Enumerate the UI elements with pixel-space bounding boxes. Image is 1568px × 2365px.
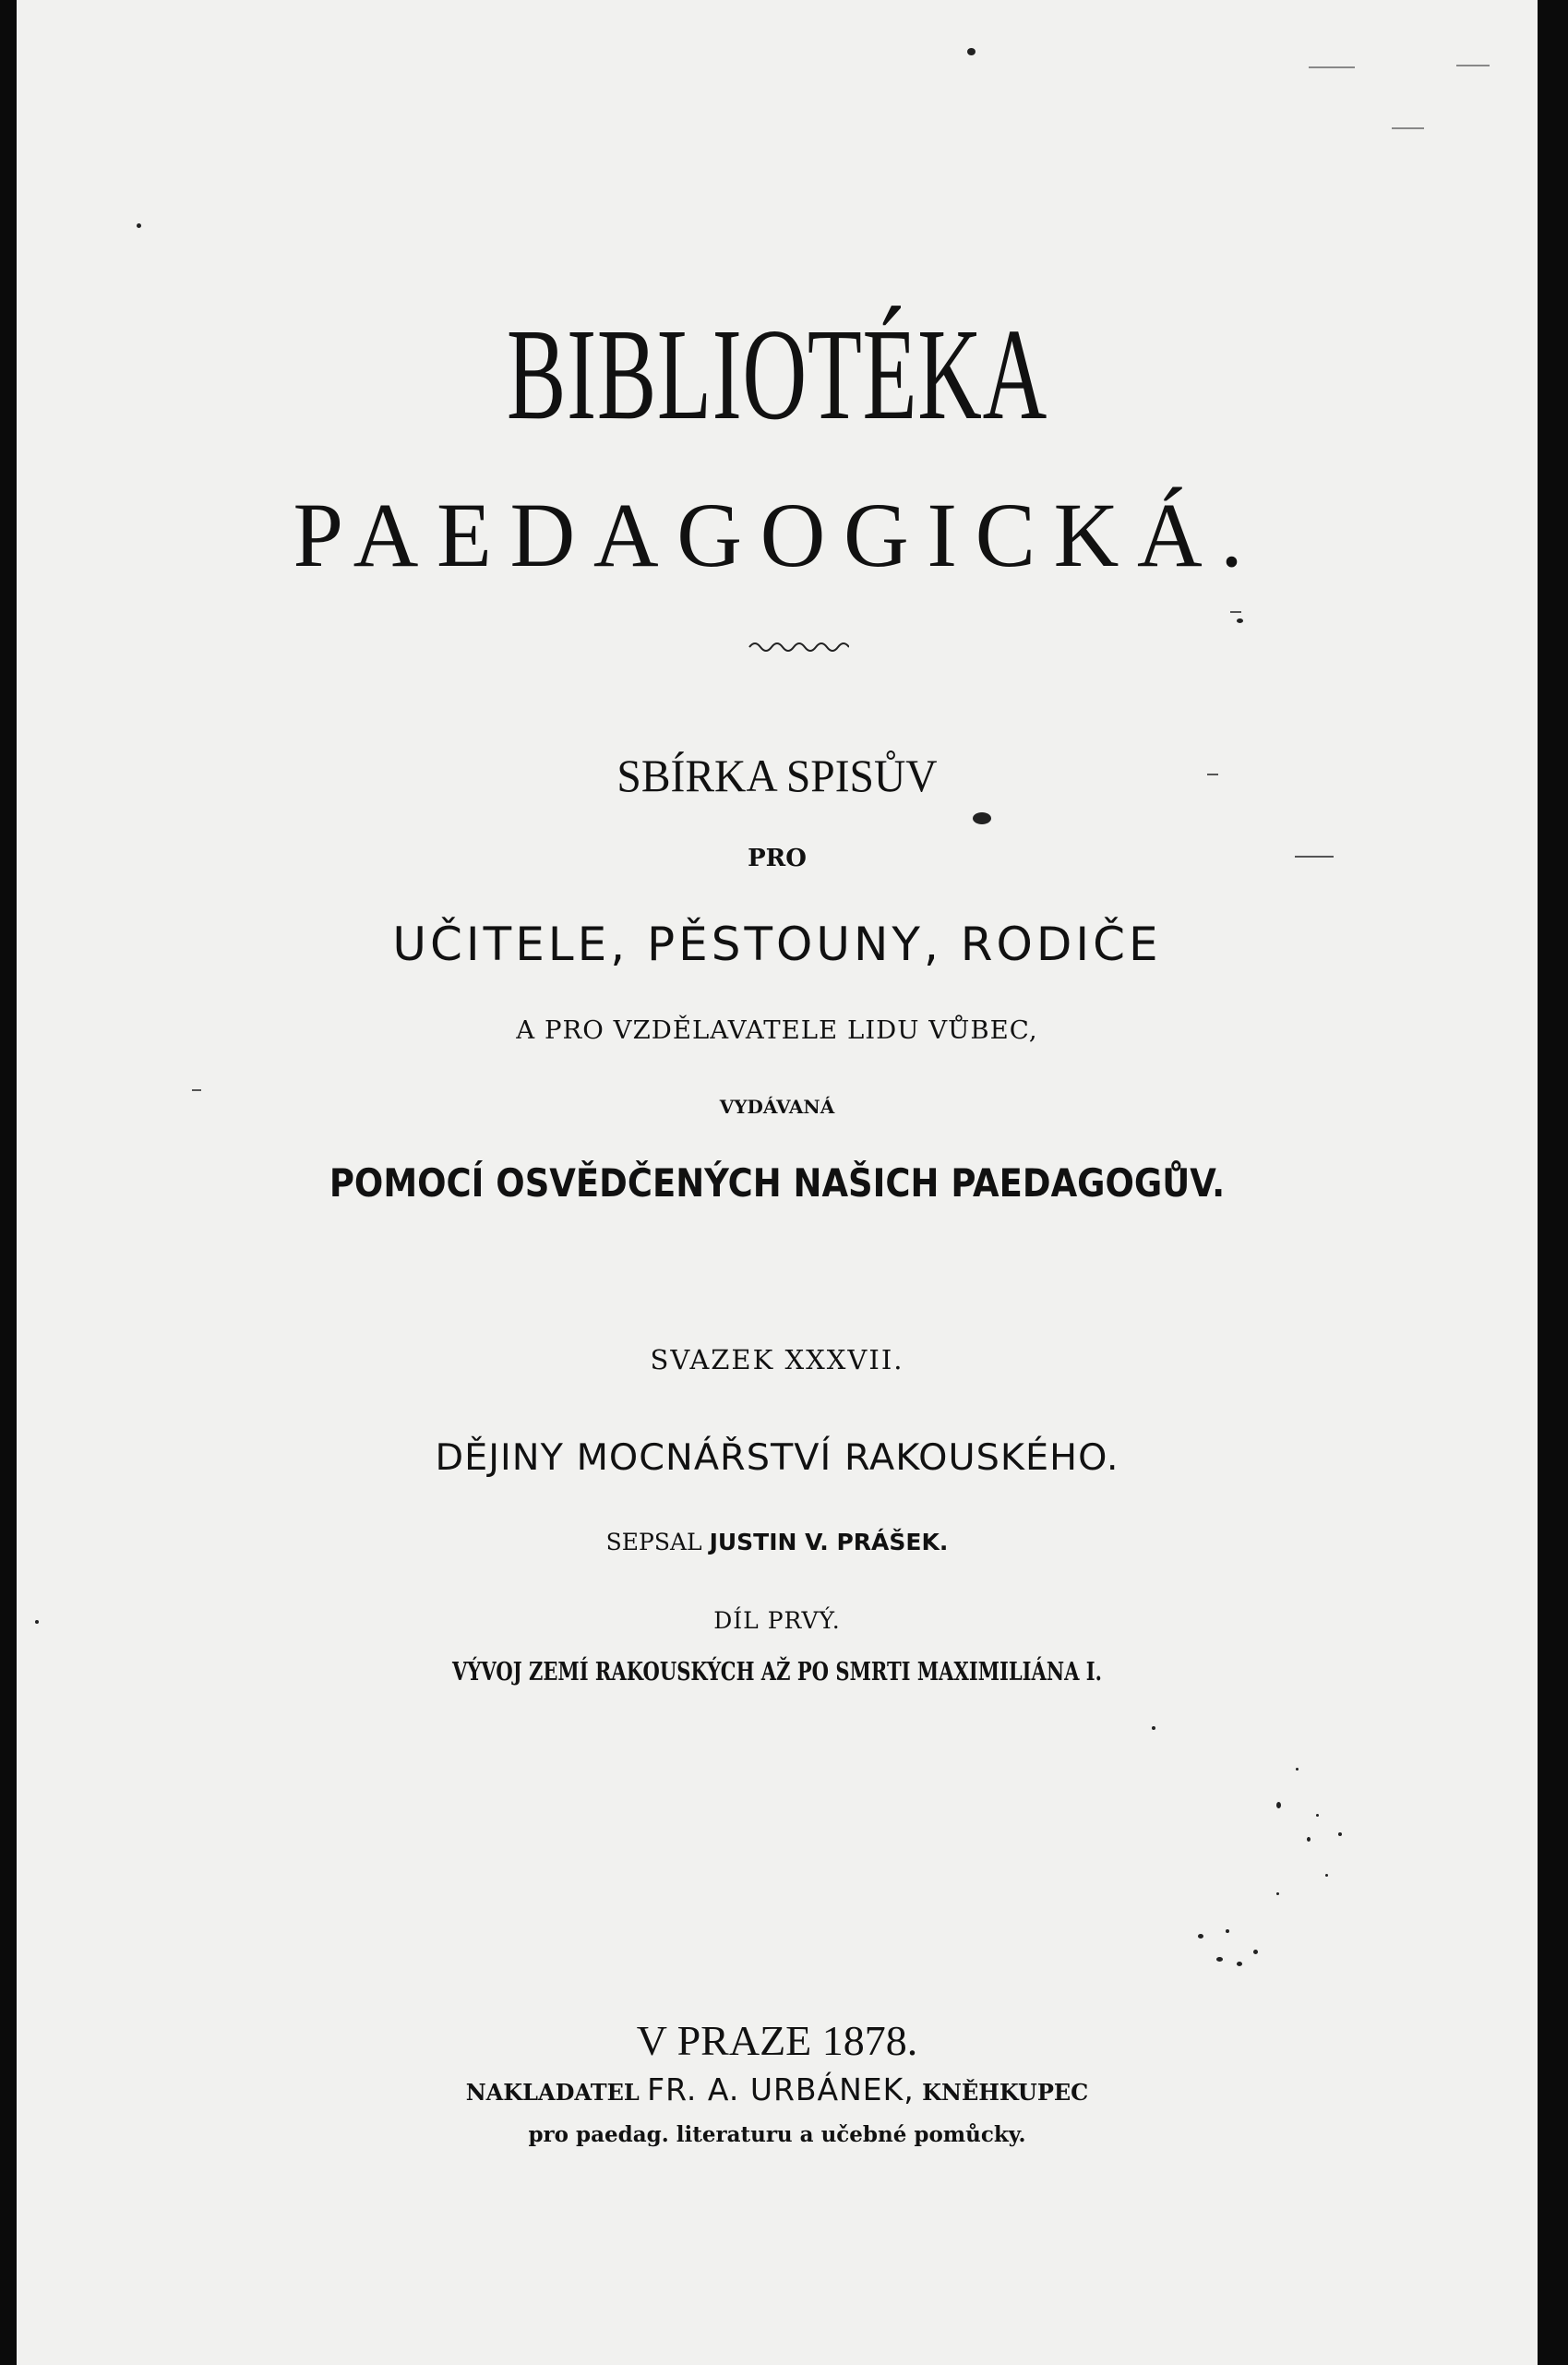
paper-mark	[192, 1089, 201, 1091]
work-title: DĚJINY MOCNÁŘSTVÍ RAKOUSKÉHO.	[435, 1437, 1119, 1479]
paper-speck	[1216, 1957, 1223, 1962]
for-label: PRO	[748, 845, 807, 872]
paper-speck	[1276, 1892, 1279, 1895]
wavy-divider-ornament	[748, 637, 849, 657]
publisher-note: pro paedag. literaturu a učebné pomůcky.	[528, 2122, 1026, 2147]
paper-speck	[1325, 1874, 1328, 1877]
series-subtitle: SBÍRKA SPISŮV	[616, 750, 938, 801]
paper-speck	[973, 812, 991, 824]
place-and-year: V PRAZE 1878.	[636, 2017, 918, 2064]
paper-speck	[1276, 1802, 1281, 1808]
paper-speck	[1226, 1929, 1229, 1933]
paper-speck	[1253, 1950, 1258, 1954]
paper-speck	[35, 1620, 39, 1624]
paper-speck	[1296, 1768, 1299, 1771]
paper-mark	[1309, 66, 1355, 68]
part-subtitle: VÝVOJ ZEMÍ RAKOUSKÝCH AŽ PO SMRTI MAXIMILIÁNA I.	[452, 1658, 1102, 1687]
part-label: DÍL PRVÝ.	[713, 1607, 841, 1634]
paper-speck	[137, 223, 141, 228]
paper-speck	[1198, 1934, 1203, 1939]
paper-mark	[1456, 65, 1490, 66]
paper-mark	[1230, 611, 1241, 613]
publisher-name: FR. A. URBÁNEK,	[647, 2071, 915, 2107]
paper-speck	[1307, 1837, 1311, 1842]
paper-speck	[1237, 618, 1243, 623]
scan-border	[1551, 0, 1568, 2365]
paper-mark	[1392, 127, 1424, 129]
paper-mark	[1207, 774, 1218, 775]
publisher-suffix: KNĚHKUPEC	[922, 2079, 1089, 2106]
paper-speck	[1152, 1726, 1155, 1730]
author-line	[17, 1528, 1538, 1557]
issued-label: VYDÁVANÁ	[719, 1096, 835, 1118]
assisted-by-line: POMOCÍ OSVĚDČENÝCH NAŠICH PAEDAGOGŮV.	[329, 1160, 1226, 1206]
paper-mark	[1295, 856, 1334, 858]
series-title-line1: BIBLIOTÉKA	[506, 301, 1048, 447]
audience-line: UČITELE, PĚSTOUNY, RODIČE	[392, 918, 1162, 971]
paper-speck	[967, 48, 976, 55]
series-title-line2: PAEDAGOGICKÁ.	[293, 484, 1262, 586]
volume-number: SVAZEK XXXVII.	[650, 1344, 904, 1375]
paper-speck	[1316, 1814, 1319, 1817]
publisher-prefix: NAKLADATEL	[465, 2079, 640, 2106]
publisher-line	[17, 2071, 1538, 2108]
audience-extra-line: A PRO VZDĚLAVATELE LIDU VŮBEC,	[516, 1016, 1038, 1045]
paper-speck	[1338, 1832, 1342, 1836]
title-page	[17, 0, 1538, 2365]
paper-speck	[1237, 1962, 1242, 1966]
author-prefix: SEPSAL	[605, 1529, 702, 1555]
author-name: JUSTIN V. PRÁŠEK.	[709, 1529, 949, 1555]
